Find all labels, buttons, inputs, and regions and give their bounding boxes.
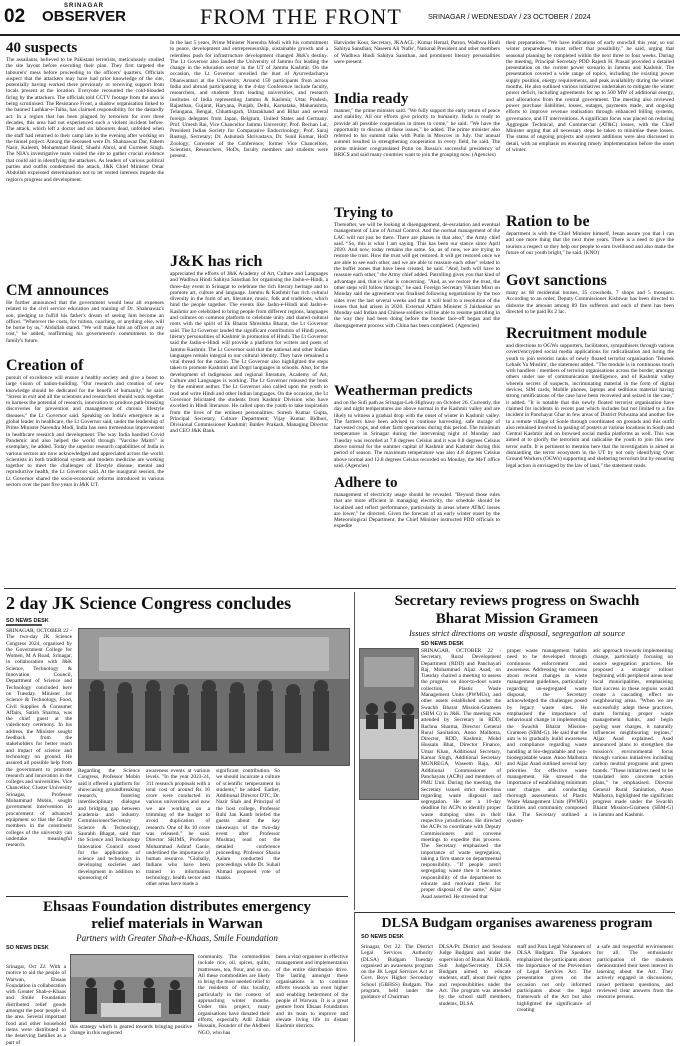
photo-image [71,955,193,1021]
deck-swachh: Issues strict directions on waste disposal, segregation at source [408,628,626,638]
logo-title: OBSERVER [42,8,126,25]
swachh-col-3: atic approach towards implementing change, particularly focusing on source segregation practices. He proposed a strategic rollout beginning with peripheral areas near local municipalities, emphasising that success in these regions would create a cascading effect on neighbouring areas. "When we are successfully adopt these practices, starts forming proper waste management habits, and begin paying user charges, it naturally influences neighbouring regions," Aijaz Asad explained. Asad announced plans to strengthen the mission's environmental focus through various initiatives including carbon neutral programs and green brands. "These initiatives need to be translated into concrete action plans," he emphasised. Director General Rural Sanitation, Anoo Malhotra, highlighted the significant progress made under the Swachh Bharat Mission-Grameen (SBM-G) in Jammu and Kashmir. [593,648,673,818]
headline-science-congress: 2 day JK Science Congress concludes [6,593,292,613]
headline-recruitment-module: Recruitment module [506,325,647,342]
headline-adhere-to: Adhere to [334,475,398,491]
story-recruitment-module: and directions to OGWs supporters, facilitators, sympathisers through various covert/encrypted social media applications for radicalisation and luring the youth to join terrorist ranks of newly floated terrorist organisation 'Tehreek Lebaik Ya Muslim', the statement added. "The module is in continuous touch with handlers / members of terrorist organisations across the border, amongst others under use of communication intelligence, and of Kashmir valley wherein secrets of suspects, incriminating material in the form of digital devices, SIM cards, Mobile phones, laptops and seditious material having strong ramifications of the case have been recovered and seized in the case," it added. "It is notable that this newly floated terrorist organisation have claimed for incidents in recent past which includes but not limited to a fire incident in Panchayat Ghar in few areas of District Pulwama and another fire in a remote village of Sonle through coordinated on grounds and this outfit also remained involved in pasting of posters at various locations in South and Central Kashmir and on browsed social media platforms as well. This was aimed at to glorify the terrorism and radicalise the youth to join this new terror outfit. It is pertinent to mention here that the investigation is aimed at dismantling the terror ecosystem in the UT by not only identifying Over Ground Workers (OGWs) supporting and sheltering terrorism but by ensuring legal action is envisaged by the law of land," the statement reads. [506,343,674,469]
headline-swachh-line-1: Secretary reviews progress on Swachh [394,593,640,609]
ehsaas-col-1: Srinagar, Oct 22: With a motive to aid the people of Warwan, Ehsaas Foundation in collaboration with Greater Shah-e-Khaas and Smile Foundation distributed relief goods amongst the poor people of the area. Several important food and other household items were distributed to the deserving families as a part of [6,964,66,1046]
dateline: SRINAGAR / WEDNESDAY / 23 OCTOBER / 2024 [428,12,591,21]
newspaper-logo [40,3,128,31]
page-number: 02 [4,6,26,27]
section-title: FROM THE FRONT [200,4,402,29]
story-cm-announces: He further announced that the government would bear all expenses related to the civil service education and training of Dr. Shahnawaz's son, pledging to fulfill his father's dream of seeing him become an officer. "Wherever the costs, for tuition, coaching, or anything else, will be borne by us," Abdullah stated. "We will make him an officer at any cost," he added, reaffirming his government's commitment to the family's future. [6,300,164,344]
headline-ehsaas-line-2: relief materials in Warwan [91,916,263,932]
ehsaas-col-2: this strategy which is geared towards bringing positive change in this neglected [70,1024,192,1037]
photo-science-congress [78,628,350,766]
photo-image [360,649,418,799]
divider [355,912,675,913]
headline-cm-announces: CM announces [6,282,109,299]
headline-creation-of: Creation of [6,357,84,374]
dlsa-col-2: DLSA/Pr. District and Sessions Judge Budgam and under the supervision of Bunas Ali Bakshi, Sub Judge/Secretary DLSA Budgam aimed to educate students, staff, about their rights and responsibilities under the Act. The program was attended by the school staff members, students, DLSA [439,944,511,1007]
story-jk-has-rich: appreciated the efforts of J&K Academy of Art, Culture and Languages and Wadhwa Hindi Sahitya Sansthan for organising the Jashn-e-Hindi, a three-day event in Srinagar to celebrate the rich literary heritage and to promote art, culture and language. Jammu & Kashmir has rich cultural diversity in the form of art, literature, music, folk and traditions, which bind the people together. The events like Jashn-e-Hindi and Jashn-e-Kashmir are celebrated to bring people from different regions, languages and cultures on common platform to celebrate unity and shared cultural roots with the spirit of Ek Bharat Shreshtha Bharat, the Lt Governor said. The Lt Governor lauded the significant contribution of Hindi poets, literary personalities of Kashmir in promotion of Hindi. The Lt Governor said the Jashn-e-Hindi will provide a platform for writers and poets of Jammu Kashmir. The Lt Governor said that the national and other Indian languages remain integral to our cultural identity. They have remained a vital thread for the nation. The Lt Governor also highlighted the steps taken to promote Kashmiri and Dogri languages in schools. Also, for the development of indigenous and regional literature, Academy of Art, Culture and Languages is working. The Lt Governor released the book by the eminent author. The Lt Governor also called upon the youth to read and write Hindi and other Indian languages. On the occasion, the Lt Governor felicitated the students from Kashmir Division who have excelled in Hindi literature. He called upon the youth to take inspiration from the lives of the eminent personalities. Suresh Kumar Gupta, Principal Secretary, Culture Department; Vijay Kumar Bidhuri, Divisional Commissioner Kashmir; Baldev Prakash, Managing Director and CEO J&K Bank. [170,271,328,435]
dlsa-col-1: Srinagar, Oct 22: The District Legal Services Authority (DLSA) Budgam Tuesday organised an awareness program on the JK Legal Services Act at Govt. Boys Higher Secondary School (GBHSS) Budgam. The program, held under the guidance of Chairman [361,944,433,1001]
science-col-4: significant contribution. So we should inculcate a culture of scientific temperament in students," he added. Earlier, Additional Director DTC, Dr. Nazir Shah and Principal of the host college, Professor Ruhi Jan Kanth briefed the guests about the key takeaways of the two-day event after Professor Mushtaq read out the detailed conference proceeding. Professor Shazia Aalam conducted the proceedings while Dr. Suhail Ahmad proposed vote of thanks. [216,768,280,882]
headline-jk-has-rich: J&K has rich [170,253,263,270]
spacer [6,624,42,626]
swachh-col-1: SRINAGAR, OCTOBER 22 - Secretary, Rural Development Department (RDD) and Panchayati Raj, Mohammad Aijaz Asad, on Tuesday chaired a meeting to assess the progress on door-to-door waste collection, Plastic Waste Management Units (PWMUs), and other assets established under the Swachh Bharat Mission-Grameen (SBM G) in J&K. The meeting was attended by Secretary in RDD, Rachna Sharma, Director General Rural Sanitation, Anoo Malhotra, Director, RDD, Kashmir, Mohd Hussain Bhat, Director Finance, Umar Khan, Additional Secretary, Kamar Singh, Additional Secretary MGNREGA, Waseem Raja, All Additional Commissioner of Panchayats (ACPs) and members of PMU Unit. During the meeting, the Secretary issued strict directions regarding waste disposal and segregation. He set a 10-day deadline for ACPs to identify proper waste dumping sites in their respective jurisdictions. He directed the ACPs to coordinate with Deputy Commissioners and convene meetings to expedite this process. The Secretary emphasised the importance of waste segregation, taking a firm stance on departmental responsibility. "If people aren't segregating waste then it becomes responsibility of the department to educate and motivate them for proper disposal of the same," Aijaz Asad asserted. He stressed that [421,648,501,900]
byline: SO NEWS DESK [421,641,464,647]
byline: SO NEWS DESK [361,934,404,940]
headline-dlsa: DLSA Budgam organises awareness program [381,916,653,931]
ehsaas-col-4: been a vital organiser in effective management and implementation of the entire distribution drive. The lasting amongst these organisations is to continue efforts towards an even higher and enabling betterment of the people of Warwan. It is a great gesture from Ehsaas Foundation and its team to improve and elevate living life in distant Kashmir districts. [276,954,348,1030]
story-lt-governor-continued: In the last 5 years, Prime Minister Narendra Modi with his commitment to peace, development and entrepreneurship, sustainable growth and a relentless push for infrastructure development changed J&K's destiny. The Lt Governor also lauded the University of Jammu for leading the change in the education sector in the UT of Jammu Kashmir. On the occasion, the Lt Governor unveiled the bust of Ayurvedacharya Dhanwantari at the University. Around 150 participants from across India and abroad participating in the 4-day Conference include faculty, researchers, and students from leading universities, and research institutes of India representing Jammu & Kashmir, Uttar Pradesh, Rajasthan, Gujarat, Haryana, Punjab, Delhi, Karnataka, Maharashtra, Telangana, Bengal, Chhattisgarh, Uttarakhand and Bihar and several foreign delegates from Japan, Belgium, United States and Germany. Prof. Umesh Rai, Vice Chancellor Jammu University; Prof. Bechan Lal, President Indian Society for Comparative Endocrinology; Prof. Suraj Rastogi, Secretary; Dr. Ashutosh Shrivastava, Dr. Sunil Kumar, HoD Zoology; Convener of the Conference; former Vice Chancellors, Scientists, Researchers, HoDs, faculty members and students were present. [170,40,328,160]
divider [6,896,348,897]
dlsa-col-4: a safe and respectful environment for all. The enthusiastic participation of the students demonstrated their keen interest in learning about the Act. They actively engaged in discussions, raised pertinent questions, and reviewed clear answers from the resource persons. [597,944,673,1001]
science-col-1: SRINAGAR, OCTOBER 22 - The two-day JK Science Congress 2024, organised by the Government College for Women, M A Road, Srinagar, in collaboration with J&K Science, Technology & Innovation Council, Department of Science and Technology concluded here on Tuesday. Minister for Science & Technology, Food, Civil Supplies & Consumer Affairs, Satish Sharma, was the chief guest at the valedictory ceremony. In his address, the Minister sought feedback from the stakeholders for better reach and impact of science and technology on ground. He assured all possible help from the government to promote research and innovation in the colleges and universities. Vice Chancellor, Cluster University Srinagar, Professor Mohammad Mobin, sought government intervention in procurement of advanced equipment so that the faculty members in the constituent colleges of the university can undertake meaningful research. [6,628,72,849]
story-40-suspects: The assailants, believed to be Pakistani terrorists, meticulously studied the site layout before executing their plan. They first targeted the labourers' mess before proceeding to the officers' quarters. Officials suspect that the attackers may have had prior knowledge of the site, potentially having worked there previously or receiving support from locals present at the location. Everyone recounted the cold-blooded firing by the attackers. The officials told CCTV footage from the area is being scrutinised. The Resistance Front, a shadow organisation linked to the banned Lashkar-e-Taiba, has claimed responsibility for the dastardly act. In a region that has been plagued by terrorism for over three decades, this area had not experienced such a violent incident before. The attack, which left a doctor and six labourers dead, unfolded when the staff had returned to their camp late in the evening after working on the tunnel project. Among the deceased were Dr. Shahnawaz Dar, Fahem Nasir, Kaleem, Mohammad Hanif, Shashi Abrol, and Gurmeet Singh. The NIA's investigative team visited the site to gather crucial evidence that could aid in identifying the attackers. As leaders of various political parties and outfits condemned the attack, J&K Chief Minister Omar Abdullah expressed determination not to let vested interests impede the region's progress and development. [6,57,164,183]
story-ration-to-be: department is with the Chief Minister himself, Jenan assure you that I can add one more thing that the next three years. There is a need to give the tourists a respect so they help our people to earn livelihood and also make the future of our youth bright," he said. (KNO) [506,231,674,256]
science-col-2: Regarding the Science Congress, Professor Mobin said it offered a platform for showcasing groundbreaking research, fostering interdisciplinary dialogue and bridging gap between academia and industry. Commissioner/Secretary Science & Technology, Saurabh Bhagat, said that the Science and Technology Innovation Council stood for the application of science and technology in developing societies and development in addition to sponsoring of [78,768,140,882]
ehsaas-col-3: community. The commodities include rice, oil, spices, quilts, mattresses, tea, flour, and so on. All these commodities are likely to bring the most needed relief to the residents of this locality, particularly in the context of approaching winter months. Under this project, many organisations have donated their efforts, especially Adil Zubair Hussain, Founder of the Ahdbeel NGO, who has [198,954,270,1036]
headline-swachh-line-2: Bharat Mission Grameen [435,611,599,627]
story-swachh-bharat [354,592,675,910]
column-2 [170,40,328,580]
headline-india-ready: India ready [334,91,409,107]
headline-weatherman-predicts: Weatherman predicts [334,383,473,399]
story-creation-of: pursuit of excellence will ensure a healthy society and give a boost to large vision of nation-building. "Our research and creation of new knowledge should be dedicated for the benefit of humanity," he said. "Stress in exit and all the scientists and researchers should work together to harness the potential of research, innovation to produce path-breaking discoveries for prevention and management of chronic lifestyle diseases," the Lt Governor said. Speaking on India's emergence as a global leader in healthcare, the Lt Governor said, under the leadership of Prime Minister Narendra Modi, India has seen tremendous improvement in healthcare research and development. The way India handled Covid Pandemic and also helped the world through "Vaccine Maitri" is exemplary, he added. Today the superior research capabilities of India in various sectors are now acknowledged and appreciated across the world. Scientists in both traditional system and modern medicine are working together to meet the challenges of lifestyle disease, mental and reproductive health, the Lt Governor said. At the inaugural session, the Lt Governor shared the socio-economic reforms introduced in various sectors over the past five years in J&K UT. [6,375,164,489]
story-trying-to: Thereafter, we will be looking at disengagement, de-escalation and eventual management of Line of Actual Control. And the normal management of the LAC will not just be there. There are phases in that also," the Army chief said. "So, this is what I am saying. This has been our stance since April 2020. And now, today remains the same. So, as of now, we are trying to restore the trust. How the trust will get restored. It will get restored once we are able to see each other, and we are able to reassure each other" related to the buffer zones that have been created, he said. "And, both will have to reassure each other," the Army chief added. Patrolling gives you that kind of advantage and, that is what is concerning. "And, as we restore the trust, the other steps will follow through," he said. Foreign Secretary Vikram Misri on Monday said the agreement was finalised following negotiations by the two sides over the last several weeks and that it will lead to a resolution of the issues that had arisen in 2020. External Affairs Minister S Jaishankar on Monday said Indian and Chinese soldiers will be able to resume patrolling in the way they had been doing before the border face-off began and the disengagement process with China has been completed. (Agencies) [334,222,500,329]
photo-ehsaas-relief [70,954,194,1022]
deck-ehsaas: Partners with Greater Shah-e-Khaas, Smile Foundation [76,933,278,943]
story-govt-sanctions: many as 68 residential houses, 35 cowsheds, 7 shops and 5 mosques. According to an order, Deputy Commissioner Kishtwar has been directed to disburse the amount among 89 fire sufferers and each of them has been directed to be paid Rs 2 lac. [506,290,674,315]
section-divider [4,588,676,589]
swachh-col-2: proper waste management habits need to be developed through continuous enforcement and awareness. Addressing the concerns about recent changes in waste management guidelines, particularly regarding un-segregated waste disposal, the Secretary acknowledged the challenges posed by legacy waste sites. He emphasised the importance of behavioural change in implementing the Swachh Bharat Mission-Grameen (SBM-G). He said that the aim is to gradually build awareness and compliance regarding waste handling at bio-degradable and non-biodegradable waste. Anoo Malhotra and Aijaz Asad outlined several key priorities for effective waste management. He stressed the importance of establishing minimum user charges and conducting thorough assessments of Plastic Waste Management Units (PWMU) facilities and community composed like. The Secretary outlined a system- [507,648,587,825]
headline-govt-sanctions: Govt sanctions [506,272,607,289]
masthead [0,0,680,36]
column-4 [506,40,674,580]
story-india-ready: manner," the prime minister said. "We fully support the early return of peace and stability. All our efforts give priority to humanity. India is ready to provide all possible cooperation in times to come," he said. "We have the opportunity to discuss all these issues," he added. The prime minister also referred to his summit talks with Putin in Moscow in July. Our annual summit resulted in strengthening cooperation in every field, he said. The prime minister congratulated Putin on Russia's successful presidency of BRICS and said many countries want to join the grouping now. (Agencies) [334,108,500,159]
story-power-continued: their preparations. "We have indications of early snowfall this year, so our winter preparedness must reflect that possibility," he said, urging that seasonal planning be completed within the next three to four weeks. During the meeting, Principal Secretary PDD Rajesh H. Prasad provided a detailed presentation on the current power scenario in Jammu and Kashmir. The presentation covered a wide range of topics, including the existing power supply position, energy requirements, and peak availability during the winter months. He also outlined various initiatives undertaken to mitigate the winter power deficit, including agreements for up to 500 MW of additional energy, and allocations from the central government. The meeting also reviewed power purchase liabilities, losses, outages, payments made, and ongoing efforts to improve revenue realisation through enhanced billing systems, governance, and IT interventions. A significant focus was placed on reducing Aggregate Technical, and Commercial (AT&C) losses, with the Chief Minister urging that all necessary steps be taken to minimise these losses. The status of ongoing projects and system additions were also discussed in detail, with an emphasis on ensuring timely implementation before the onset of winter. [506,40,674,154]
story-adhere-to: management of electricity usage should be revealed. "Beyond those rules that are more efficient in managing electricity, the schedule should be localized and reflect performance, particularly in areas where AT&C losses are lower," he directed. Given the forecast of an early winter onset by the Meteorological Department, the Chief Minister instructed PDD officials to expedite [334,492,500,530]
headline-40-suspects: 40 suspects [6,40,78,56]
photo-image [79,629,349,765]
byline: SO NEWS DESK [6,618,49,624]
story-ehsaas-foundation [6,896,348,1046]
story-jk-continued: Harvinder Kour, Secretary, JKAACL; Kumar Hemal, Patron, Wadhwa Hindi Sahitya Sansthan; Naseem Ali 'Nafis', National President and other members of Wadhwa Hindi Sahitya Sansthan, and prominent literary personalities were present. [334,40,500,65]
headline-ehsaas-line-1: Ehsaas Foundation distributes emergency [43,899,311,915]
column-3 [334,40,500,580]
science-col-3: awareness events at various levels. "In the year 2023-24, 311 research proposals with a total cost of around Rs 16 crore were conducted in various universities and now we are working on a trimming of the budget to avoid duplication of research. One of Rs 10 crore was released," he said. Director SKIMS, Professor Mohammad Ashraf Ganie, underlined the importance of human resource. "Globally, Indians who have been trained in information technology, health sector and other areas have made a [146,768,210,888]
story-science-congress [6,592,348,892]
byline: SO NEWS DESK [6,945,49,951]
story-dlsa-budgam [354,912,675,1042]
headline-ration-to-be: Ration to be [506,213,590,230]
logo-city: SRINAGAR [63,3,104,9]
photo-swachh-meeting [359,648,419,800]
dlsa-col-3: staff and Para Legal Volunteers of DLSA Budgam. The Speakers emphasized the participants about the importance of the Prevention of Legal Services Act. The presentation given on the occasion not only informed participants about the legal framework of the Act but also highlighted the significance of creating [517,944,591,1013]
headline-trying-to: Trying to [334,205,394,221]
story-weatherman-predicts: and on the Sufi path as Srinagar-Leh-Highway on October 26. Currently, the day and night temperatures are above normal in the Kashmir valley and are likely to witness a gradual drop with the onset of winter in Kashmir valley. The farmers have been advised to continue harvesting, safe storage of harvested crops, and other farm operations during this period. The minimum temperature in Srinagar during the intervening night of Monday and Tuesday was recorded at 7.8 degrees Celsius and it was 0.8 degrees Celsius above normal for the summer capital of Kashmir and Kashmir during this period of season. The maximum temperature was also 4.8 degrees Celsius above normal and 12.8 degrees Celsius recorded on Monday, the MeT office said. (Agencies) [334,400,500,469]
column-1 [6,40,164,580]
